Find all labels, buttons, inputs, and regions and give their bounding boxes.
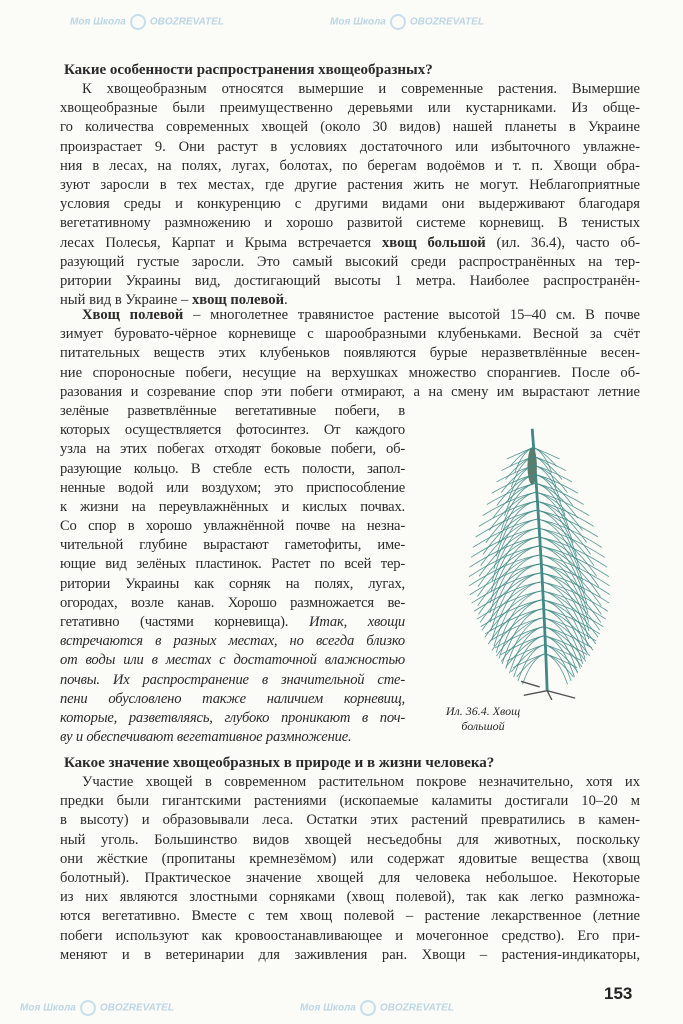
section-distribution bbox=[60, 60, 640, 310]
paragraph bbox=[60, 80, 640, 310]
text-line bbox=[60, 773, 640, 792]
paragraph bbox=[60, 306, 640, 402]
text-segment: ния в лесах, на полях, лугах, болотах, по берегам водоёмов и т. п. Хвощи обра- bbox=[60, 157, 640, 174]
caption-line: большой bbox=[461, 719, 505, 733]
text-line bbox=[60, 690, 405, 709]
figure-caption bbox=[428, 704, 538, 734]
text-segment: ние спороносные побеги, несущие на верхушках множество спорангиев. После об- bbox=[60, 364, 640, 381]
text-segment: хвощеобразные были преимущественно деревьями или кустарниками. Из обще- bbox=[60, 100, 640, 117]
text-line bbox=[60, 651, 405, 670]
text-segment: условия среды и конкуренцию с другими видами они выдерживают благодаря bbox=[60, 196, 640, 213]
text-line bbox=[60, 325, 640, 344]
text-line bbox=[60, 272, 640, 291]
text-line bbox=[60, 306, 640, 325]
text-line bbox=[60, 850, 640, 869]
text-line bbox=[60, 344, 640, 363]
text-line bbox=[60, 709, 405, 728]
section-significance bbox=[60, 753, 640, 965]
branch bbox=[477, 546, 538, 596]
watermark bbox=[300, 1000, 454, 1017]
text-line bbox=[60, 440, 405, 459]
text-segment: разующий густые заросли. Это самый высокий среди распространённых на тер- bbox=[60, 253, 640, 270]
watermark-text: OBOZREVATEL bbox=[379, 1002, 454, 1014]
text-segment: зелёные разветвлённые вегетативные побеги, в bbox=[60, 402, 405, 419]
watermark bbox=[330, 14, 484, 31]
text-line bbox=[60, 927, 640, 946]
text-line bbox=[60, 831, 640, 850]
branch bbox=[539, 546, 600, 596]
section-heading: Какие особенности распространения хвощеобразных? bbox=[64, 62, 433, 78]
watermark-text: OBOZREVATEL bbox=[149, 16, 224, 28]
text-line bbox=[60, 253, 640, 272]
text-segment: ритории Украины вид, достигающий высоты 1 метра. Наиболее распространён- bbox=[60, 272, 640, 289]
text-line bbox=[60, 575, 405, 594]
text-line bbox=[60, 517, 405, 536]
text-segment: ющие вид зелёных пластинок. Растет по всей тер- bbox=[60, 556, 405, 573]
text-line bbox=[60, 946, 640, 965]
text-segment: – многолетнее травянистое растение высотой 15–40 см. В почве bbox=[183, 307, 640, 323]
text-line bbox=[60, 728, 405, 747]
branch bbox=[506, 618, 543, 669]
text-line bbox=[60, 99, 640, 118]
text-segment: лесах Полесья, Карпат и Крыма встречается bbox=[60, 234, 382, 251]
branch bbox=[545, 654, 573, 677]
text-line bbox=[60, 671, 405, 690]
page-number: 153 bbox=[604, 984, 633, 1003]
text-line bbox=[60, 80, 640, 99]
bold-term: Хвощ полевой bbox=[82, 307, 184, 323]
text-segment: Со спор в хорошо увлажнённой почве на незна- bbox=[60, 518, 405, 535]
text-segment: ритории Украины как сорняк на полях, лугах, bbox=[60, 575, 405, 592]
text-line bbox=[60, 138, 640, 157]
text-segment: разования и созревание спор эти побеги отмирают, а на смену им вырастают летние bbox=[60, 383, 640, 400]
text-line bbox=[60, 907, 640, 926]
text-segment: предки были гигантскими растениями (ископаемые каламиты достигали 10–20 м bbox=[60, 793, 640, 810]
watermark bbox=[70, 14, 224, 31]
text-segment: произрастает 9. Они растут в условиях достаточного или избыточного увлажне- bbox=[60, 138, 640, 155]
text-line bbox=[60, 234, 640, 253]
bold-term: хвощ полевой bbox=[192, 292, 285, 309]
watermark-logo-icon bbox=[80, 1000, 96, 1016]
italic-text: почвы. Их распространение в значительной сте- bbox=[60, 671, 405, 688]
text-segment: которых осуществляется фотосинтез. От каждого bbox=[60, 422, 405, 439]
text-line bbox=[60, 195, 640, 214]
text-line bbox=[60, 792, 640, 811]
watermark-text: OBOZREVATEL bbox=[409, 16, 484, 28]
watermark bbox=[20, 1000, 174, 1017]
italic-text: встречаются в разных местах, но всегда близко bbox=[60, 633, 405, 650]
paragraph bbox=[60, 773, 640, 965]
text-segment: ный вид в Украине – bbox=[60, 292, 192, 309]
text-line bbox=[60, 888, 640, 907]
caption-line: Ил. 36.4. Хвощ bbox=[445, 704, 521, 718]
text-segment: в высоту) и образовывали леса. Остатки этих растений превратились в камен- bbox=[60, 812, 640, 829]
watermark-logo-icon bbox=[130, 14, 146, 30]
text-line bbox=[60, 536, 405, 555]
text-segment: ненные водой или воздухом; это приспособление bbox=[60, 479, 405, 496]
text-segment: зуют заросли в тех местах, где другие растения жить не могут. Неблагоприятные bbox=[60, 176, 640, 193]
branch bbox=[534, 456, 562, 479]
watermark-text: Моя Школа bbox=[20, 1002, 76, 1014]
watermark-text: Моя Школа bbox=[70, 16, 126, 28]
text-line bbox=[60, 869, 640, 888]
text-segment: из них являются злостными сорняками (хвощ полевой), так как легко размножа- bbox=[60, 889, 640, 906]
text-segment: зимует буровато-чёрное корневище с шарообразными клубеньками. Весной за счёт bbox=[60, 326, 640, 343]
branch bbox=[470, 564, 540, 595]
text-segment: (ил. 36.4), часто об- bbox=[485, 234, 641, 251]
italic-text: пени обусловлено также наличием корневищ, bbox=[60, 690, 405, 707]
watermark-text: OBOZREVATEL bbox=[99, 1002, 174, 1014]
text-line bbox=[60, 498, 405, 517]
watermark-text: Моя Школа bbox=[300, 1002, 356, 1014]
watermark-logo-icon bbox=[390, 14, 406, 30]
text-line bbox=[60, 421, 405, 440]
text-line bbox=[60, 383, 640, 402]
text-segment: ются вегетативно. Вместе с тем хвощ полевой – растение лекарственное (летние bbox=[60, 908, 640, 925]
bold-term: хвощ большой bbox=[381, 234, 486, 251]
italic-text: от воды или в местах с достаточной влажностью bbox=[60, 652, 405, 669]
text-line bbox=[60, 594, 405, 613]
text-segment: меняют и в ветеринарии для заживления ран. Хвощи – растения-индикаторы, bbox=[60, 946, 640, 963]
text-line bbox=[60, 555, 405, 574]
text-line bbox=[60, 214, 640, 233]
text-line bbox=[60, 811, 640, 830]
text-line bbox=[60, 176, 640, 195]
text-segment: они жёсткие (пропитаны кремнезёмом) или содержат ядовитые вещества (хвощ bbox=[60, 850, 640, 867]
text-segment: ный уголь. Большинство видов хвощей несъедобны для животных, поскольку bbox=[60, 831, 640, 848]
text-segment: го количества современных хвощей (около 30 видов) нашей планеты в Украине bbox=[60, 119, 640, 136]
text-segment: гетативно (частями корневища). bbox=[60, 614, 309, 630]
text-segment: Участие хвощей в современном растительном покрове незначительно, хотя их bbox=[82, 774, 640, 790]
text-line bbox=[60, 479, 405, 498]
text-segment: к жизни на переувлажнённых и кислых почвах. bbox=[60, 498, 405, 515]
text-line bbox=[60, 157, 640, 176]
text-segment: К хвощеобразным относятся вымершие и современные растения. Вымершие bbox=[82, 81, 640, 97]
watermark-logo-icon bbox=[360, 1000, 376, 1016]
text-line bbox=[60, 613, 405, 632]
text-segment: узла на этих побегах отходят боковые побеги, об- bbox=[60, 441, 405, 458]
text-segment: питательных веществ этих клубеньков появляются бурые неразветвлённые весен- bbox=[60, 345, 640, 362]
italic-text: Итак, хвощи bbox=[309, 614, 405, 630]
text-segment: чительной глубине вырастают гаметофиты, име- bbox=[60, 537, 405, 554]
text-line bbox=[60, 460, 405, 479]
text-segment: вегетативному размножению и хорошо развитой системе корневищ. В тенистых bbox=[60, 215, 640, 232]
branch bbox=[544, 627, 578, 673]
text-segment: болотный). Практическое значение хвощей для человека небольшое. Некоторые bbox=[60, 869, 640, 886]
text-segment: огородах, возле канав. Хорошо размножается ве- bbox=[60, 594, 405, 611]
watermark-text: Моя Школа bbox=[330, 16, 386, 28]
section-heading: Какое значение хвощеобразных в природе и в жизни человека? bbox=[64, 755, 495, 771]
text-line bbox=[60, 632, 405, 651]
text-segment: побеги используют как кровоостанавливающее и мочегонное средство). Его при- bbox=[60, 927, 640, 944]
italic-text: ву и обеспечивают вегетативное размножение. bbox=[60, 729, 352, 746]
italic-text: которые, разветвляясь, глубоко проникают в поч- bbox=[60, 709, 405, 726]
text-line bbox=[60, 402, 405, 421]
text-segment: . bbox=[284, 292, 288, 309]
text-segment: разующие кольцо. В стебле есть полости, запол- bbox=[60, 460, 405, 477]
text-line bbox=[60, 364, 640, 383]
text-line bbox=[60, 118, 640, 137]
branch bbox=[477, 591, 541, 619]
horsetail-illustration bbox=[420, 410, 650, 700]
